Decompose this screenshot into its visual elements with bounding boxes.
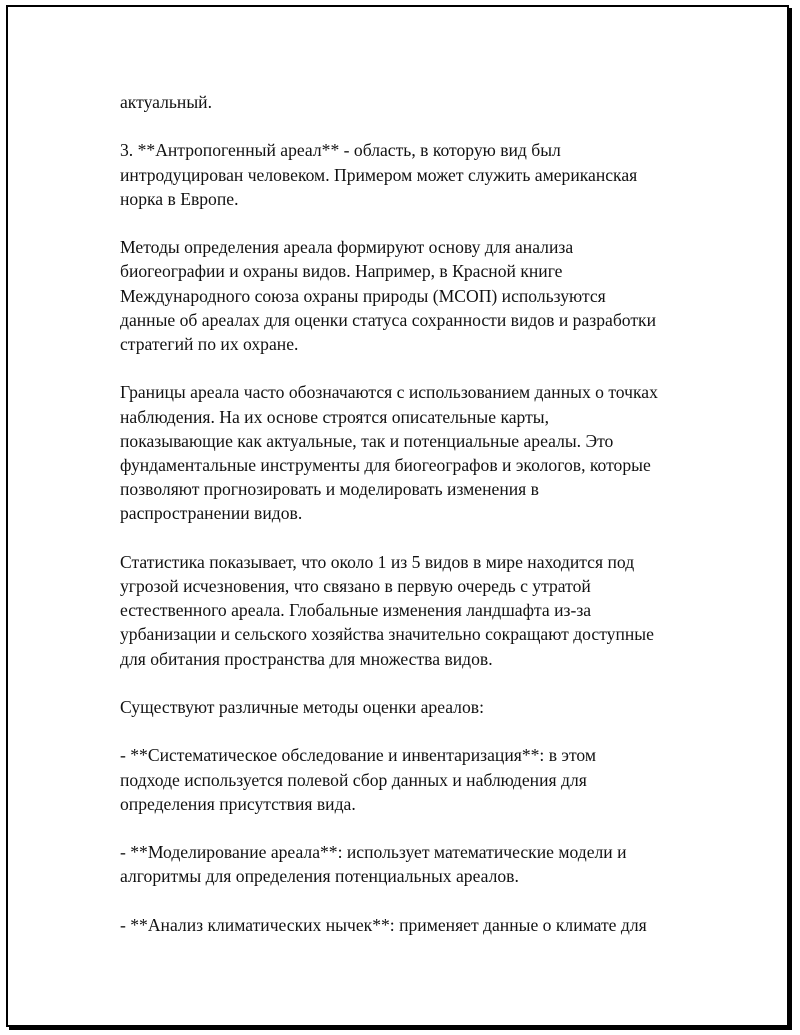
list-item-systematic-survey: - **Систематическое обследование и инвентаризация**: в этом подходе используется полевой сбор данных и наблюдения для определения присутствия вида. <box>120 745 597 814</box>
list-item-range-modeling: - **Моделирование ареала**: использует математические модели и алгоритмы для определения потенциальных ареалов. <box>120 842 627 887</box>
paragraph-continuation: актуальный. <box>120 92 212 112</box>
paragraph-range-methods: Методы определения ареала формируют основу для анализа биогеографии и охраны видов. Например, в Красной книге Международного союза охраны природы (МСОП) используются данные об ареалах для оценки статуса сохранности видов и разработки стратегий по их охране. <box>120 237 656 354</box>
paragraph-statistics: Статистика показывает, что около 1 из 5 видов в мире находится под угрозой исчезновения, что связано в первую очередь с утратой естественного ареала. Глобальные изменения ландшафта из-за урбанизации и сельского хозяйства значительно сокращают доступные для обитания пространства для множества видов. <box>120 551 654 669</box>
list-item-climate-niche: - **Анализ климатических нычек**: применяет данные о климате для <box>120 914 647 935</box>
document-page <box>6 5 789 1027</box>
paragraph-anthropogenic-range: 3. **Антропогенный ареал** - область, в которую вид был интродуцирован человеком. Примером может служить американская норка в Европе. <box>120 140 638 209</box>
paragraph-methods-intro: Существуют различные методы оценки ареалов: <box>120 697 484 717</box>
document-body <box>120 90 700 961</box>
paragraph-range-boundaries: Границы ареала часто обозначаются с использованием данных о точках наблюдения. На их основе строятся описательные карты, показывающие как актуальные, так и потенциальные ареалы. Это фундаментальные инструменты для биогеографов и экологов, которые позволяют прогнозировать и моделировать изменения в распространении видов. <box>120 382 658 524</box>
